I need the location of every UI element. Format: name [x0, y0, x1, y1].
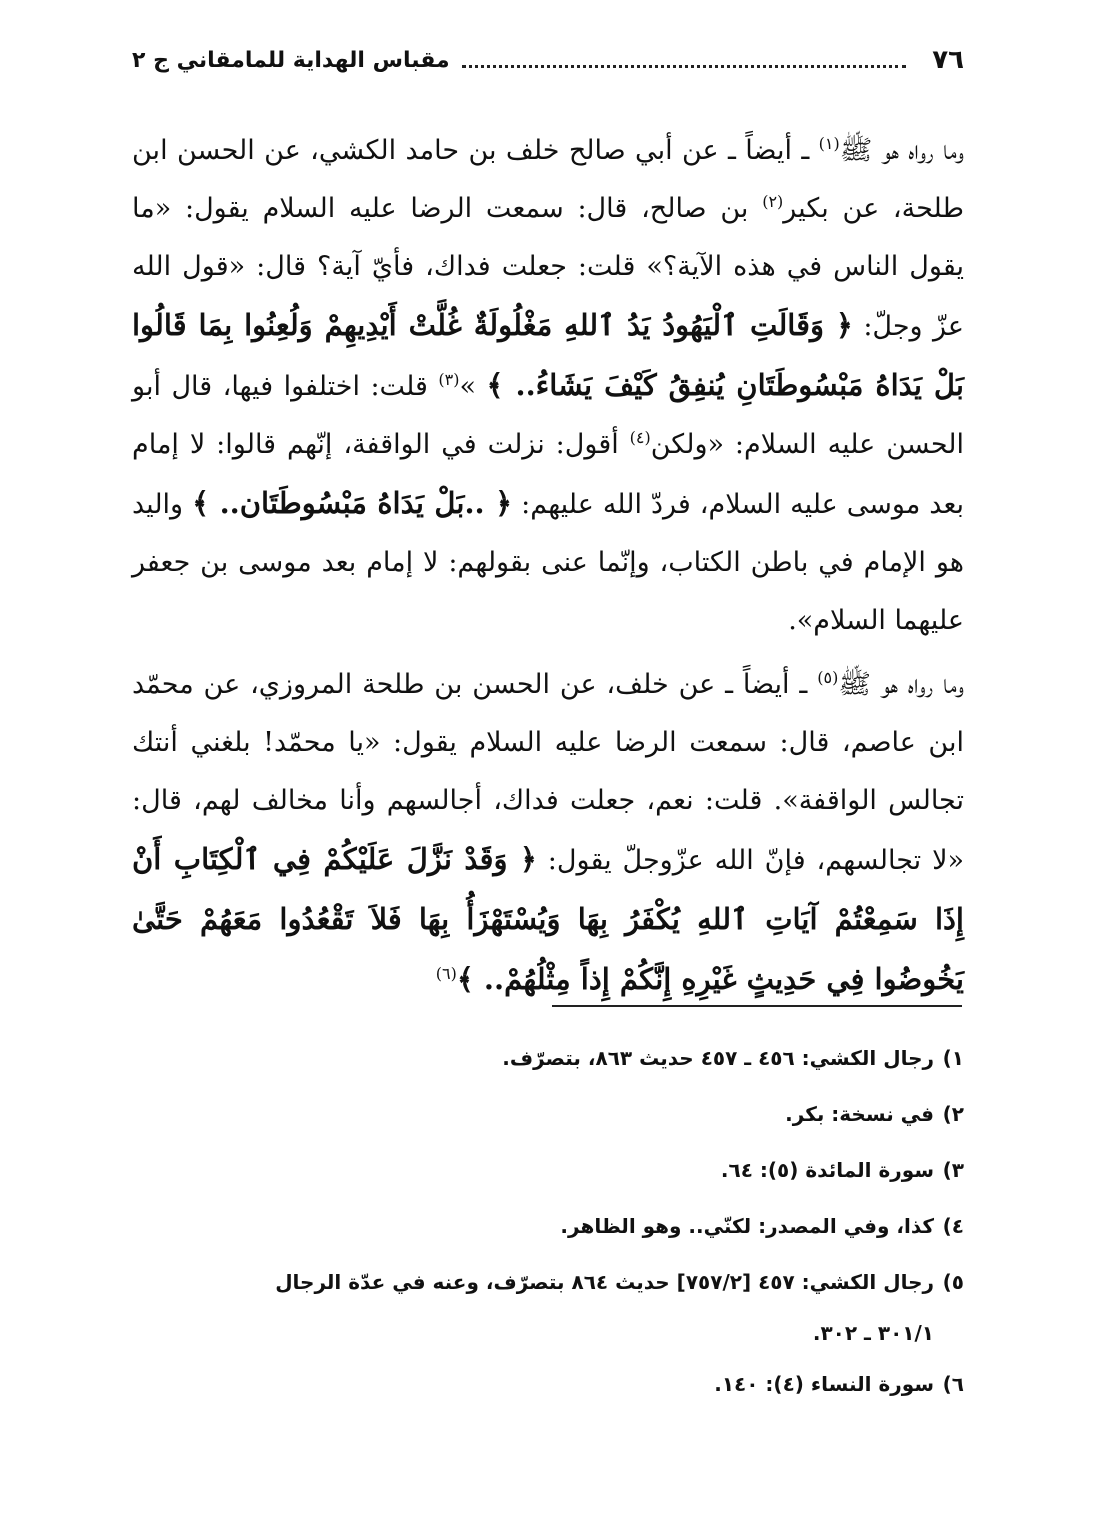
- footnote-ref-3: (٣): [438, 370, 460, 389]
- footnote-text: رجال الكشي: ٤٥٦ ـ ٤٥٧ حديث ٨٦٣، بتصرّف.: [502, 1046, 934, 1070]
- quran-verse: ﴿ وَقَالَتِ ٱلْيَهُودُ يَدُ ٱللهِ مَغْلُولَةٌ غُلَّتْ أَيْدِيهِمْ وَلُعِنُوا بِمَا قَالُوا بَلْ يَدَاهُ مَبْسُوطَتَانِ يُنفِقُ كَيْفَ يَشَاءُ.. ﴾: [132, 308, 964, 402]
- paragraph-2: [132, 656, 964, 1010]
- footnote-ref-5: (٥): [817, 668, 839, 687]
- page-number: ٧٦: [932, 45, 964, 75]
- footnote: [132, 1356, 964, 1412]
- text-run: واليد هو الإمام في باطن الكتاب، وإنّما عنى بقولهم: لا إمام بعد موسى بن جعفر عليهما السلام».: [132, 489, 964, 636]
- footnote: [132, 1142, 964, 1198]
- book-title: مقباس الهداية للمامقاني ج ٢: [132, 47, 450, 73]
- main-text: [132, 122, 964, 1010]
- footnote-separator: [552, 1005, 962, 1007]
- running-header: [132, 38, 964, 82]
- footnote-text: كذا، وفي المصدر: لكنّي.. وهو الظاهر.: [560, 1214, 934, 1238]
- footnote: [132, 1030, 964, 1086]
- footnote-number: ٦): [942, 1372, 964, 1396]
- footnote-body: [132, 1254, 934, 1356]
- footnote-text: سورة النساء (٤): ١٤٠.: [714, 1372, 934, 1396]
- footnote: [132, 1254, 964, 1356]
- paragraph-1: [132, 122, 964, 650]
- text-run: أقول: نزلت في الواقفة، إنّهم قالوا: لا إمام بعد موسى عليه السلام، فردّ الله عليهم:: [132, 429, 964, 520]
- quran-verse: ﴿ وَقَدْ نَزَّلَ عَلَيْكُمْ فِي ٱلْكِتَابِ أَنْ إِذَا سَمِعْتُمْ آيَاتِ ٱللهِ يُكْفَرُ بِهَا وَيُسْتَهْزَأُ بِهَا فَلاَ تَقْعُدُوا مَعَهُمْ حَتَّىٰ يَخُوضُوا فِي حَدِيثٍ غَيْرِهِ إِنَّكُمْ إِذاً مِثْلُهُمْ.. ﴾: [132, 842, 964, 996]
- footnote-text: رجال الكشي: ٤٥٧ [٧٥٧/٢] حديث ٨٦٤ بتصرّف، وعنه في عدّة الرجال: [275, 1270, 934, 1294]
- footnote-ref-4: (٤): [629, 428, 651, 447]
- footnote-text-continuation: ٣٠١/١ ـ ٣٠٢.: [812, 1321, 934, 1345]
- header-dotted-leader: [462, 65, 907, 68]
- footnote-number: ٣): [942, 1158, 964, 1182]
- text-run: قلت: اختلفوا فيها، قال أبو الحسن عليه السلام: «ولكن: [132, 371, 964, 460]
- footnote-number: ٢): [942, 1102, 964, 1126]
- footnote-ref-2: (٢): [762, 192, 784, 211]
- footnote-number: ١): [942, 1046, 964, 1070]
- footnote: [132, 1198, 964, 1254]
- footnotes: [132, 1030, 964, 1412]
- text-run: ـ أيضاً ـ عن خلف، عن الحسن بن طلحة المروزي، عن محمّد ابن عاصم، قال: سمعت الرضا عليه السلام يقول: «يا محمّد! بلغني أنتك تجالس الواقفة». قلت: نعم، جعلت فداك، أجالسهم وأنا مخالف لهم، قال: «لا تجالسهم، فإنّ الله عزّوجلّ يقول:: [132, 669, 964, 876]
- footnote-text: سورة المائدة (٥): ٦٤.: [720, 1158, 934, 1182]
- footnote-number: ٥): [942, 1270, 964, 1294]
- footnote-number: ٤): [942, 1214, 964, 1238]
- text-run: ـ أيضاً ـ عن أبي صالح خلف بن حامد الكشي، عن الحسن ابن طلحة، عن بكير: [132, 135, 964, 224]
- footnote-text: في نسخة: بكر.: [785, 1102, 934, 1126]
- quran-verse: ﴿ ..بَلْ يَدَاهُ مَبْسُوطَتَان.. ﴾: [192, 486, 513, 520]
- text-run: بن صالح، قال: سمعت الرضا عليه السلام يقول: «ما يقول الناس في هذه الآية؟» قلت: جعلت فداك، فأيّ آية؟ قال: «قول الله عزّ وجلّ:: [132, 193, 964, 342]
- text-run: »: [459, 371, 487, 402]
- text-run: وما رواه هو ﷺ: [838, 669, 965, 700]
- footnote-ref-1: (١): [818, 134, 840, 153]
- footnote: [132, 1086, 964, 1142]
- footnote-ref-6: (٦): [435, 964, 457, 983]
- text-run: وما رواه هو ﷺ: [839, 135, 965, 166]
